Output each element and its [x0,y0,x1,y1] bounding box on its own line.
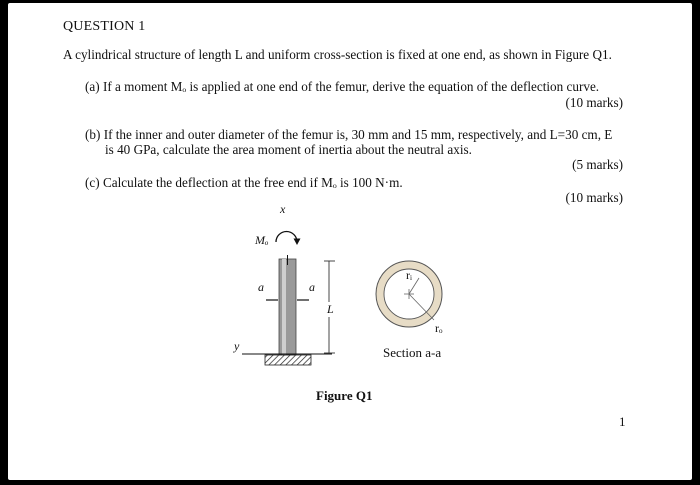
figure-q1-drawing [8,3,692,480]
part-a-label: (a) [85,79,100,94]
moment-arrow-icon [276,232,297,242]
column [279,259,296,355]
part-b-text-line1: If the inner and outer diameter of the femur is, 30 mm and 15 mm, respectively, and L=30 cm, E [103,127,613,142]
part-c-label: (c) [85,175,100,190]
y-axis-label: y [234,339,240,353]
section-mark-right-label: a [309,280,315,294]
inner-radius-label: rᵢ [406,268,412,282]
part-a-text: If a moment Mₒ is applied at one end of the femur, derive the equation of the deflection curve. [102,79,600,94]
outer-radius-label: rₒ [435,321,443,335]
part-c-text: Calculate the deflection at the free end if Mₒ is 100 N·m. [102,175,403,190]
page-number: 1 [619,414,626,429]
section-caption: Section a-a [383,345,442,360]
part-b-text-line2: is 40 GPa, calculate the area moment of inertia about the neutral axis. [105,142,472,157]
x-axis-label: x [280,202,286,216]
figure-caption: Figure Q1 [316,388,373,403]
part-b-label: (b) [85,127,101,142]
part-a-marks: (10 marks) [565,95,623,110]
part-c-marks: (10 marks) [565,190,623,205]
length-label: L [327,302,334,316]
part-b-marks: (5 marks) [572,157,623,172]
question-intro: A cylindrical structure of length L and uniform cross-section is fixed at one end, as shown in Figure Q1. [63,47,612,62]
question-heading: QUESTION 1 [63,19,146,34]
moment-label: Mₒ [255,233,269,247]
ground-hatch [265,355,311,365]
section-mark-left-label: a [258,280,264,294]
moment-arrowhead-icon [294,239,301,246]
document-page [8,3,692,480]
column-highlight [282,259,286,355]
